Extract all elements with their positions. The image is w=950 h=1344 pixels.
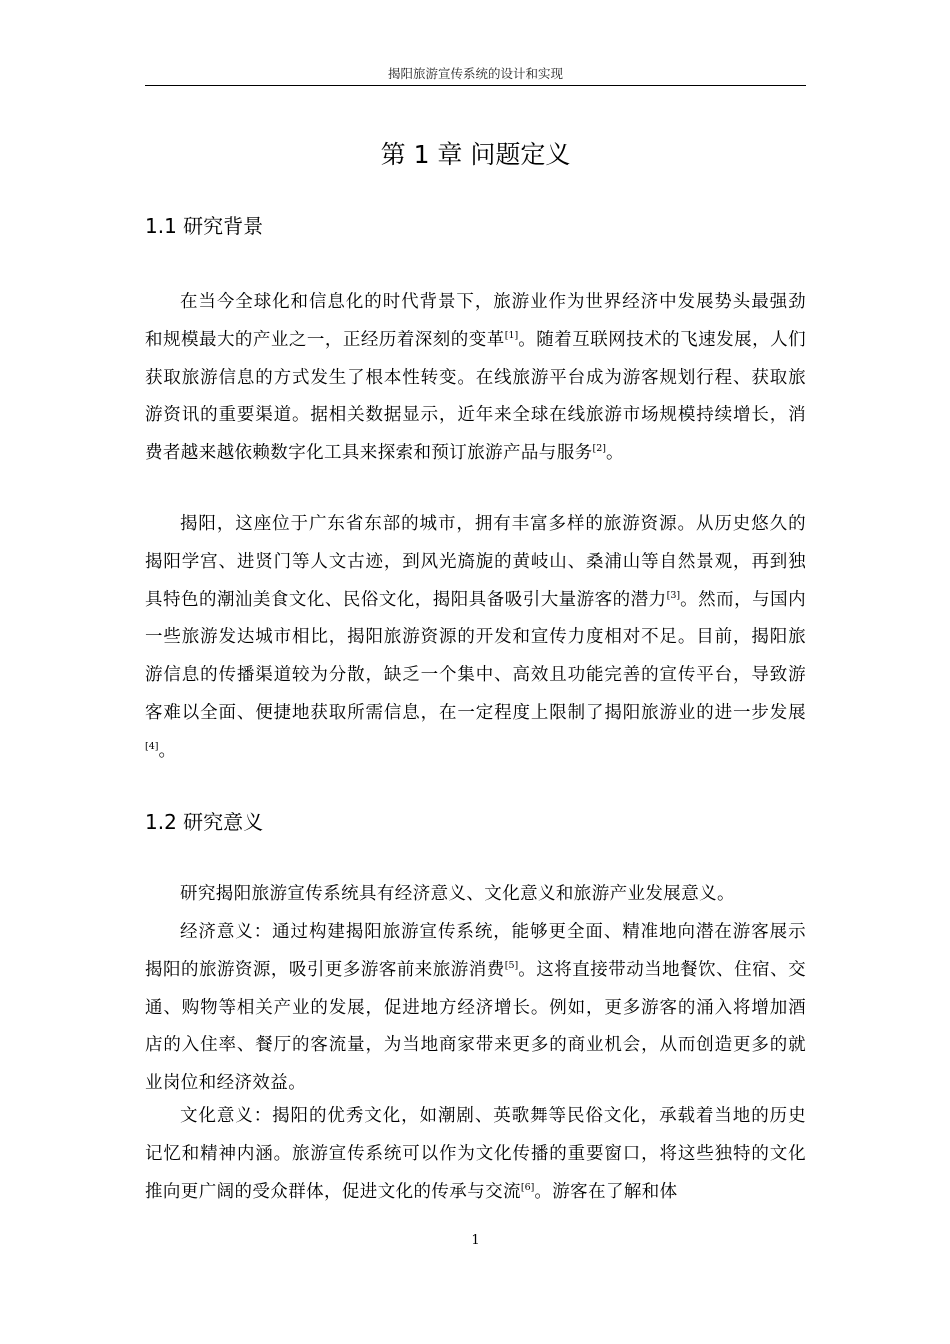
paragraph-text: 文化意义：揭阳的优秀文化，如潮剧、英歌舞等民俗文化，承载着当地的历史记忆和精神内涵。旅游宣传系统可以作为文化传播的重要窗口，将这些独特的文化推向更广阔的受众群体，促进文化的传承与交流 bbox=[145, 1106, 806, 1202]
running-header: 揭阳旅游宣传系统的设计和实现 bbox=[387, 66, 563, 81]
paragraph-text: 研究揭阳旅游宣传系统具有经济意义、文化意义和旅游产业发展意义。 bbox=[180, 884, 735, 904]
citation-5: [5] bbox=[504, 959, 519, 971]
paragraph-text: 。 bbox=[158, 740, 177, 761]
page-number: 1 bbox=[471, 1233, 480, 1248]
chapter-title: 第 1 章 问题定义 bbox=[380, 140, 571, 169]
paragraph-significance-intro bbox=[145, 876, 806, 914]
paragraph-text: 。游客在了解和体 bbox=[534, 1181, 678, 1202]
citation-1: [1] bbox=[504, 329, 519, 341]
paragraph-text: 。 bbox=[605, 443, 624, 464]
citation-3: [3] bbox=[666, 589, 681, 601]
paragraph-text: 。然而，与国内一些旅游发达城市相比，揭阳旅游资源的开发和宣传力度相对不足。目前，揭阳旅游信息的传播渠道较为分散，缺乏一个集中、高效且功能完善的宣传平台，导致游客难以全面、便捷地获取所需信息，在一定程度上限制了揭阳旅游业的进一步发展 bbox=[145, 589, 806, 723]
header-rule bbox=[145, 85, 806, 86]
citation-6: [6] bbox=[520, 1181, 535, 1193]
citation-2: [2] bbox=[592, 443, 606, 455]
paragraph-cultural bbox=[145, 1098, 806, 1211]
paragraph-text: 。这将直接带动当地餐饮、住宿、交通、购物等相关产业的发展，促进地方经济增长。例如，更多游客的涌入将增加酒店的入住率、餐厅的客流量，为当地商家带来更多的商业机会，从而创造更多的就业岗位和经济效益。 bbox=[145, 959, 806, 1094]
paragraph-text: 。随着互联网技术的飞速发展，人们获取旅游信息的方式发生了根本性转变。在线旅游平台成为游客规划行程、获取旅游资讯的重要渠道。据相关数据显示，近年来全球在线旅游市场规模持续增长，消费者越来越依赖数字化工具来探索和预订旅游产品与服务 bbox=[145, 329, 806, 464]
paragraph-economic bbox=[145, 914, 806, 1103]
paragraph-text: 在当今全球化和信息化的时代背景下，旅游业作为世界经济中发展势头最强劲和规模最大的产业之一，正经历着深刻的变革 bbox=[145, 292, 806, 350]
citation-4: [4] bbox=[145, 740, 159, 752]
paragraph-background-2 bbox=[145, 506, 806, 771]
paragraph-text: 揭阳，这座位于广东省东部的城市，拥有丰富多样的旅游资源。从历史悠久的揭阳学宫、进贤门等人文古迹，到风光旖旎的黄岐山、桑浦山等自然景观，再到独具特色的潮汕美食文化、民俗文化，揭阳具备吸引大量游客的潜力 bbox=[145, 514, 806, 610]
section-heading-1-2: 1.2 研究意义 bbox=[145, 810, 264, 834]
paragraph-text: 经济意义：通过构建揭阳旅游宣传系统，能够更全面、精准地向潜在游客展示揭阳的旅游资源，吸引更多游客前来旅游消费 bbox=[145, 922, 806, 980]
section-heading-1-1: 1.1 研究背景 bbox=[145, 214, 264, 238]
paragraph-background-1 bbox=[145, 284, 806, 473]
